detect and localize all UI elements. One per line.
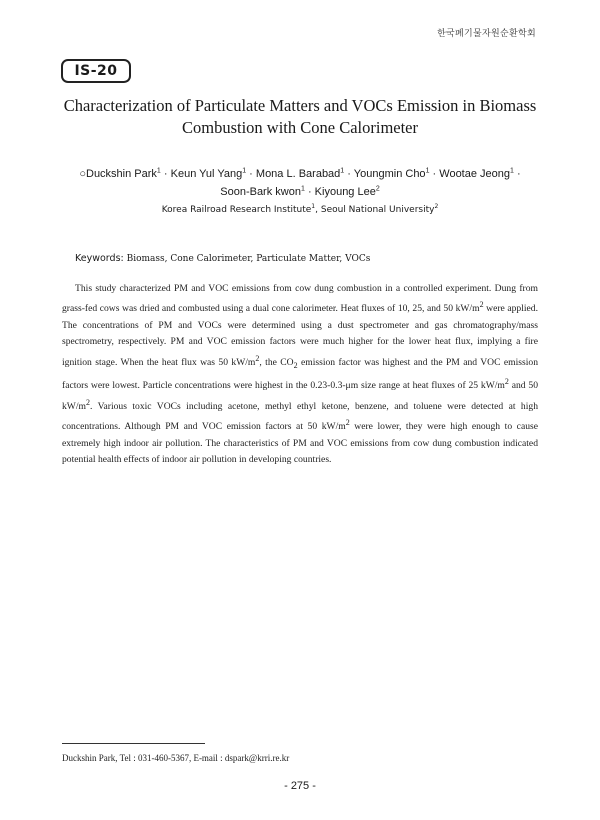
- keywords-text: Biomass, Cone Calorimeter, Particulate Matter, VOCs: [126, 254, 371, 264]
- footnote: Duckshin Park, Tel : 031-460-5367, E-mail : dspark@krri.re.kr: [62, 753, 290, 763]
- author-affiliation-mark: 1: [156, 167, 161, 175]
- author-name: Soon-Bark kwon: [220, 186, 301, 198]
- author-affiliation-mark: 1: [510, 167, 514, 175]
- author-name: Wootae Jeong: [439, 168, 511, 180]
- author-name: Youngmin Cho: [353, 168, 426, 180]
- author-separator: ·: [432, 168, 437, 180]
- session-code-badge: IS-20: [61, 59, 131, 83]
- abstract-text: emission factor was highest and the PM and VOC emission factors were lowest. Particle concentrations were highest in the 0.23-0.3-μm size range at heat fluxes of 25 kW/m: [62, 356, 539, 392]
- author-line-1: [60, 165, 540, 183]
- abstract-text: were lower, they were high enough to cause extremely high indoor air pollution. The characteristics of PM and VOC emissions from cow dung combustion indicated potential health effects of indoor air pollution in developing countries.: [62, 421, 538, 465]
- abstract-text: and 50 kW/m: [62, 380, 539, 412]
- abstract-paragraph: [62, 281, 538, 468]
- footnote-divider: [62, 743, 205, 744]
- keywords-line: [75, 253, 545, 264]
- title-line-1: Characterization of Particulate Matters and VOCs Emission in Biomass: [63, 96, 537, 115]
- author-affiliation-mark: 1: [340, 167, 345, 175]
- author-name: Kiyoung Lee: [314, 186, 376, 198]
- author-name: Duckshin Park: [86, 168, 157, 180]
- title-line-2: Combustion with Cone Calorimeter: [181, 118, 419, 137]
- affiliation-line: [60, 205, 540, 215]
- author-line-2: [60, 183, 540, 201]
- author-affiliation-mark: 1: [242, 167, 247, 175]
- abstract-text: . Various toxic VOCs including acetone, methyl ethyl ketone, benzene, and toluene were detected at high concentrations. Although PM and VOC emission factors at 50 kW/m: [62, 400, 538, 433]
- author-list: [60, 165, 540, 201]
- superscript: 2: [504, 377, 509, 386]
- affiliation-mark: 1: [311, 203, 316, 210]
- paper-title: [50, 95, 550, 139]
- subscript: 2: [293, 360, 298, 370]
- author-affiliation-mark: 2: [375, 185, 380, 193]
- superscript: 2: [85, 397, 90, 407]
- abstract-text: This study characterized PM and VOC emissions from cow dung combustion in a controlled experiment. Dung from grass-fed cows was dried and combusted using a dual cone calorimeter. Heat fluxes of 10, 25, and 50 kW/m: [62, 283, 538, 315]
- author-separator: ·: [163, 168, 168, 180]
- superscript: 2: [345, 418, 350, 428]
- author-affiliation-mark: 1: [300, 185, 305, 193]
- keywords-label: Keywords:: [75, 253, 124, 264]
- superscript: 2: [255, 353, 260, 363]
- author-name: Keun Yul Yang: [170, 168, 243, 180]
- author-separator: ·: [249, 168, 253, 180]
- abstract-text: were applied. The concentrations of PM and VOCs were determined using a dust spectrometer and gas chromatography/mass spectrometry, respectively. PM and VOC emission factors were much higher for the lower heat flux, implying a fire ignition stage. When the heat flux was 50 kW/m: [62, 303, 538, 368]
- author-separator: ·: [347, 168, 351, 180]
- author-affiliation-mark: 1: [425, 167, 430, 175]
- presenter-mark: ○: [79, 168, 86, 180]
- affiliation-separator: ,: [315, 205, 321, 215]
- page-number: - 275 -: [284, 780, 316, 792]
- author-separator: ·: [307, 186, 312, 198]
- affiliation-mark: 2: [434, 203, 439, 210]
- society-header: 한국폐기물자원순환학회: [437, 29, 536, 39]
- affiliation-1: Korea Railroad Research Institute: [161, 205, 312, 215]
- affiliation-2: Seoul National University: [320, 205, 435, 215]
- superscript: 2: [479, 300, 484, 310]
- author-name: Mona L. Barabad: [255, 168, 341, 180]
- abstract-text: , the CO: [259, 356, 294, 368]
- author-separator: ·: [516, 168, 521, 180]
